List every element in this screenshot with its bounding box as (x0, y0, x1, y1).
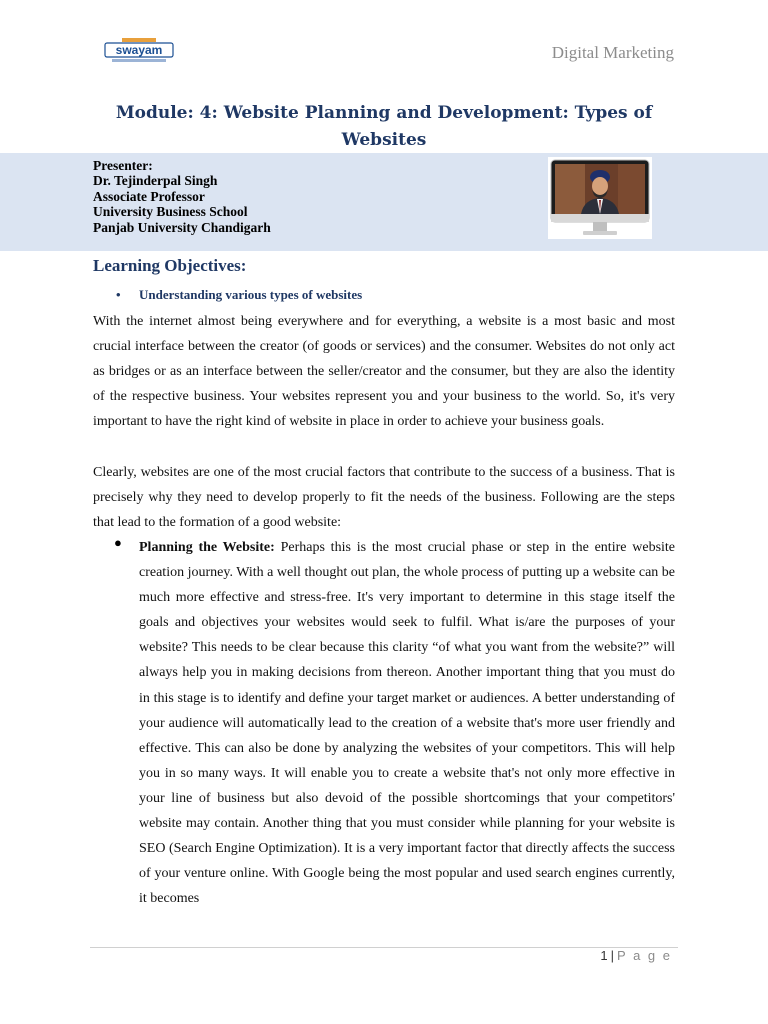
swayam-logo (104, 38, 174, 64)
swayam-logo-text: swayam (115, 43, 163, 57)
step-planning (139, 535, 675, 911)
bullet-icon: ● (114, 535, 122, 550)
presenter-school: University Business School (93, 204, 248, 220)
paragraph: Clearly, websites are one of the most crucial factors that contribute to the success of a business. That is precisely why they need to develop properly to fit the needs of the business. Following are the steps that lead to the formation of a good website: (93, 465, 675, 530)
presenter-block (93, 158, 271, 235)
page-label: P a g e (617, 948, 672, 963)
presenter-name: Dr. Tejinderpal Singh (93, 173, 218, 189)
learning-objectives-heading: Learning Objectives: (93, 256, 247, 275)
footer-separator: | (610, 948, 615, 963)
course-name: Digital Marketing (551, 43, 674, 62)
monitor-photo-icon (548, 157, 652, 239)
module-title: Module: 4: Website Planning and Development: Types of Websites (115, 103, 653, 150)
objective-item: Understanding various types of websites (139, 287, 363, 302)
presenter-position: Associate Professor (93, 188, 205, 204)
presenter-photo (548, 157, 652, 239)
presenter-university: Panjab University Chandigarh (93, 219, 271, 235)
paragraph: With the internet almost being everywhere and for everything, a website is a most basic and most crucial interface between the creator (of goods or services) and the consumer. Websites do not only act as bridges or as an interface between the seller/creator and the consumer, but they are also the identity of the respective business. Your websites represent you and your business to the world. So, it's very important to have the right kind of website in place in order to achieve your business goals. (93, 314, 675, 429)
step-text: Perhaps this is the most crucial phase or step in the entire website creation journey. With a well thought out plan, the whole process of putting up a website can be much more effective and stress-free. It's very important to determine in this stage itself the goals and objectives your websites would seek to fulfil. What is/are the purposes of your website? This needs to be clear because this clarity “of what you want from the website?” will always help you in making decisions from thereon. Another important thing that you must do in this stage is to identify and define your target market or audiences. A better understanding of your audience will automatically lead to the creation of a website that's more user friendly and effective. This can also be done by analyzing the websites of your competitors. This will help you in so many ways. It will enable you to create a website that's not only more effective in your line of business but also devoid of the possible shortcomings that your competitors' website may contain. Another thing that you must consider while planning for your website is SEO (Search Engine Optimization). It is a very important factor that directly affects the success of your venture online. With Google being the most popular and used search engines currently, it becomes (139, 540, 676, 907)
presenter-label: Presenter: (93, 158, 153, 173)
page-footer (600, 948, 672, 963)
footer-divider (90, 947, 678, 948)
bullet-icon: • (116, 287, 121, 302)
step-title: Planning the Website: (139, 540, 275, 555)
swayam-logo-icon (104, 38, 174, 64)
page-number: 1 (600, 948, 608, 963)
